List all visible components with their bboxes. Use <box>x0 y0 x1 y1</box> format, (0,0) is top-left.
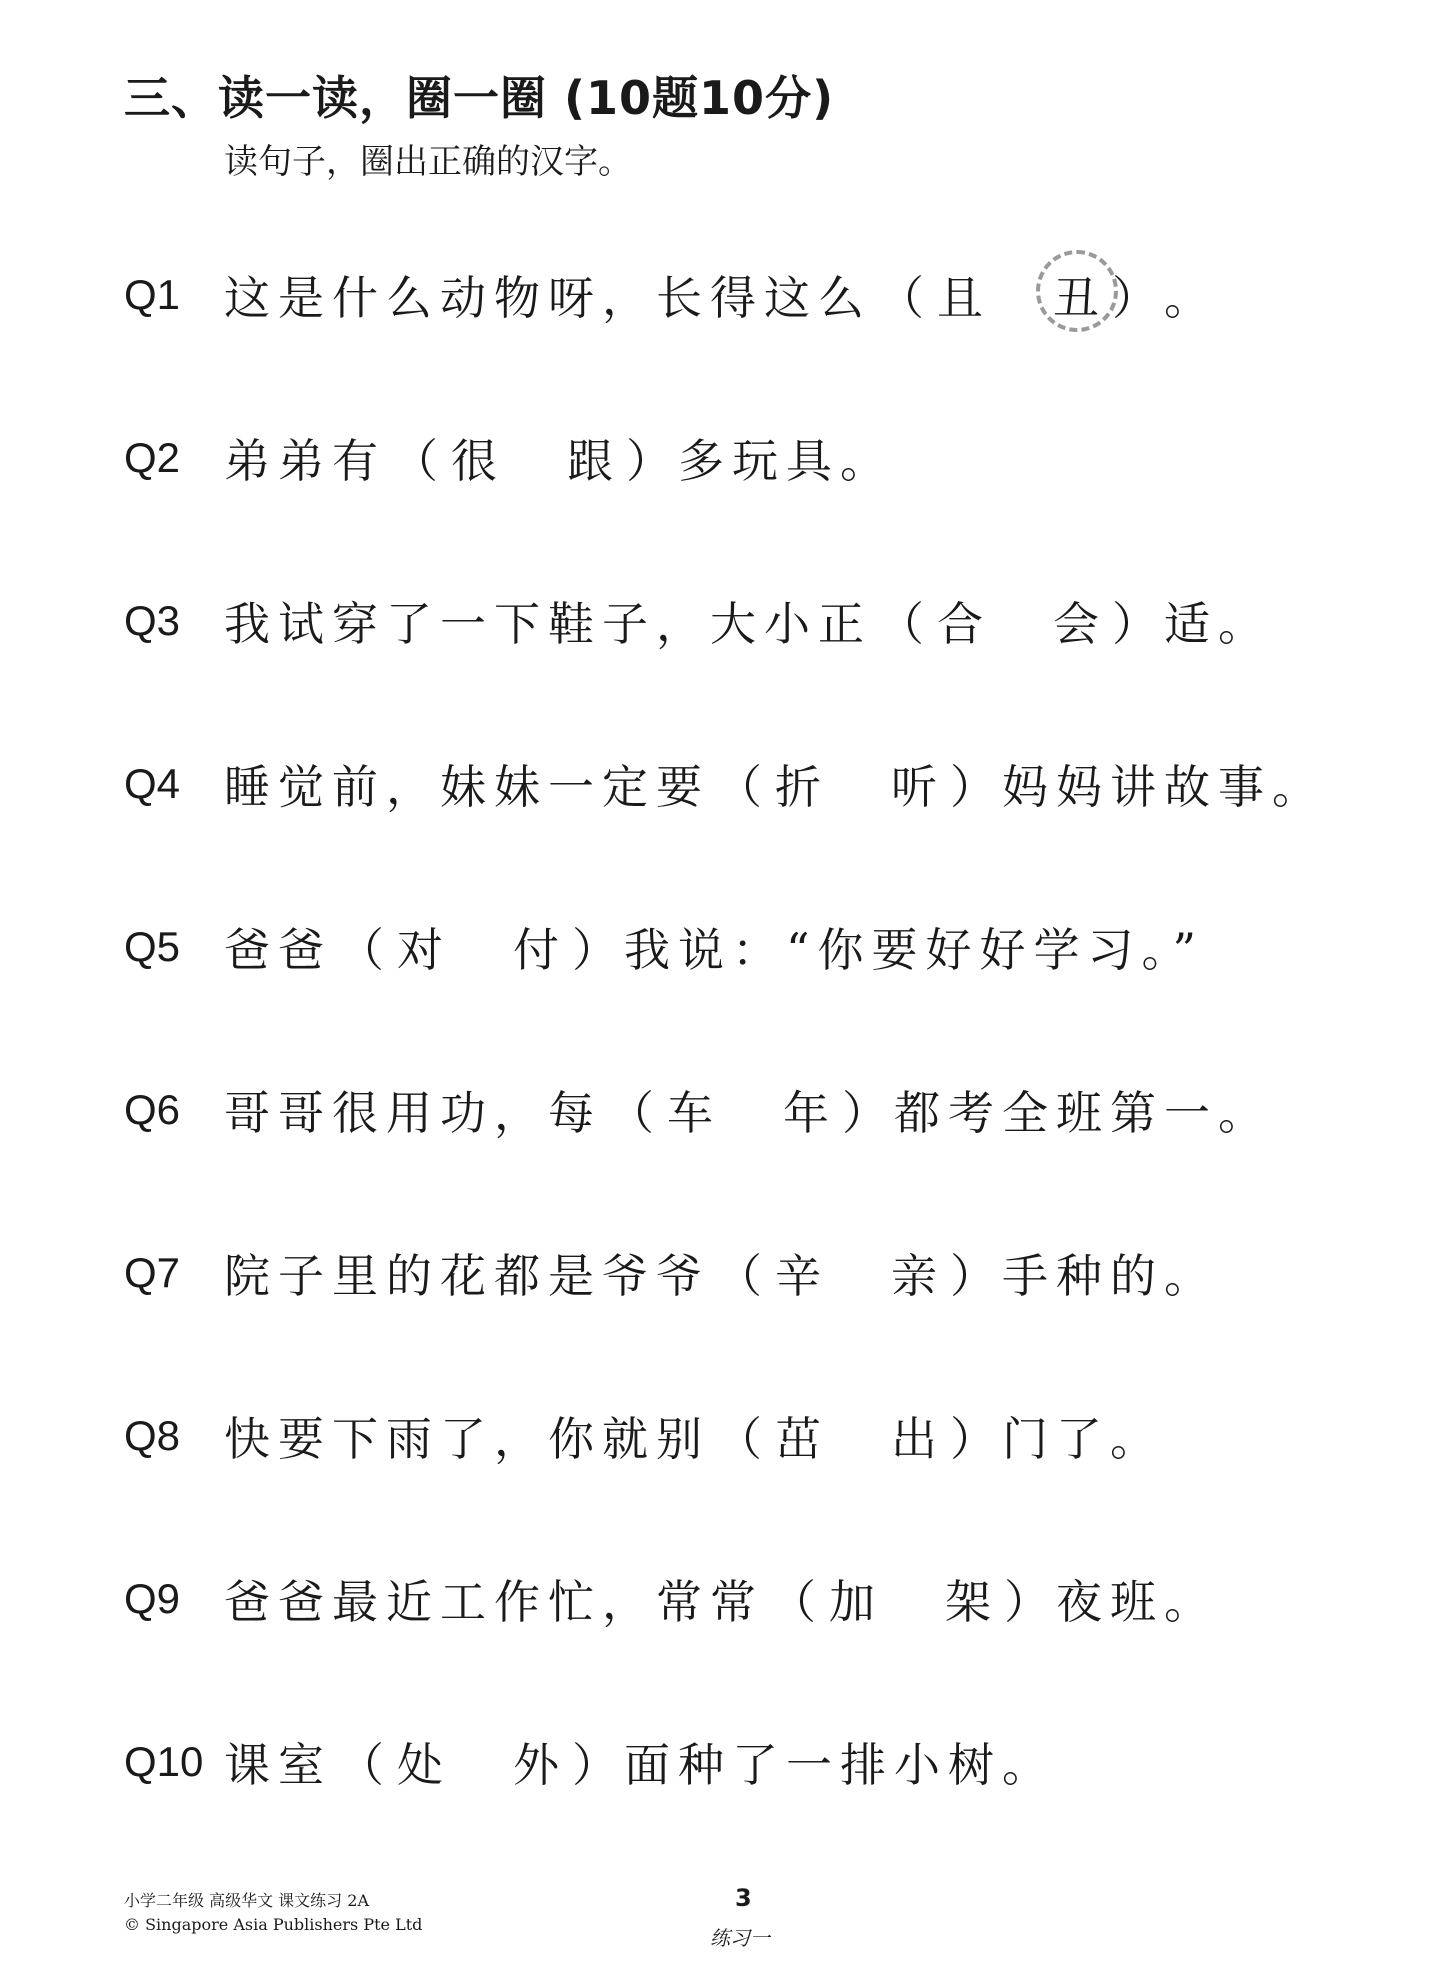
sentence-before: 爸爸最近工作忙，常常 <box>224 1575 764 1629</box>
sentence-after: 都考全班第一。 <box>894 1086 1272 1140</box>
instruction-text: 读句子，圈出正确的汉字。 <box>224 142 632 182</box>
option-1[interactable]: 辛 <box>775 1249 821 1303</box>
question-number: Q8 <box>124 1412 181 1459</box>
question-number: Q2 <box>124 434 181 481</box>
close-paren: ） <box>842 1086 888 1140</box>
option-1[interactable]: 车 <box>667 1086 713 1140</box>
open-paren: （ <box>338 1738 384 1792</box>
option-1[interactable]: 合 <box>937 597 983 651</box>
option-1[interactable]: 茁 <box>775 1412 821 1466</box>
question-number: Q3 <box>124 597 181 644</box>
footer-copyright: © Singapore Asia Publishers Pte Ltd <box>124 1915 423 1934</box>
option-1[interactable]: 且 <box>937 271 983 325</box>
open-paren: （ <box>392 434 438 488</box>
close-paren: ） <box>572 923 618 977</box>
close-paren: ） <box>1004 1575 1050 1629</box>
question-row <box>124 1065 1272 1155</box>
question-number: Q6 <box>124 1086 181 1133</box>
option-2[interactable]: 架 <box>945 1575 991 1629</box>
close-paren: ） <box>1112 597 1158 651</box>
option-2[interactable]: 跟 <box>567 434 613 488</box>
open-paren: （ <box>878 597 924 651</box>
sentence-after: 面种了一排小树。 <box>624 1738 1056 1792</box>
sentence-before: 爸爸 <box>224 923 332 977</box>
question-number: Q10 <box>124 1738 204 1785</box>
option-1[interactable]: 加 <box>829 1575 875 1629</box>
option-1[interactable]: 很 <box>451 434 497 488</box>
option-1[interactable]: 折 <box>775 760 821 814</box>
sentence-before: 睡觉前，妹妹一定要 <box>224 760 710 814</box>
section-heading: 三、读一读，圈一圈 (10题10分) <box>124 71 835 125</box>
sentence-before: 这是什么动物呀，长得这么 <box>224 271 872 325</box>
open-paren: （ <box>338 923 384 977</box>
footer-book-title: 小学二年级 高级华文 课文练习 2A <box>124 1891 369 1910</box>
sentence-after: 妈妈讲故事。 <box>1002 760 1326 814</box>
question-row <box>124 250 1218 340</box>
sentence-after: 多玩具。 <box>678 434 894 488</box>
sentence-after: 夜班。 <box>1056 1575 1218 1629</box>
question-number: Q1 <box>124 271 181 318</box>
sentence-after: 适。 <box>1164 597 1272 651</box>
question-row <box>124 1717 1056 1807</box>
sentence-after: 我说：“你要好好学习。” <box>624 923 1205 977</box>
sentence-after: 。 <box>1164 271 1218 325</box>
question-row <box>124 1391 1164 1481</box>
question-row <box>124 902 1204 992</box>
close-paren: ） <box>950 1412 996 1466</box>
option-2[interactable]: 出 <box>891 1412 937 1466</box>
open-paren: （ <box>770 1575 816 1629</box>
sentence-before: 课室 <box>224 1738 332 1792</box>
question-row <box>124 1554 1218 1644</box>
sentence-after: 门了。 <box>1002 1412 1164 1466</box>
option-2[interactable]: 会 <box>1053 597 1099 651</box>
sentence-before: 弟弟有 <box>224 434 386 488</box>
close-paren: ） <box>572 1738 618 1792</box>
close-paren: ） <box>950 760 996 814</box>
option-1[interactable]: 对 <box>397 923 443 977</box>
option-2[interactable]: 亲 <box>891 1249 937 1303</box>
sentence-after: 手种的。 <box>1002 1249 1218 1303</box>
page-number: 3 <box>735 1884 752 1912</box>
footer-info <box>124 1889 422 1937</box>
question-row <box>124 576 1272 666</box>
sentence-before: 快要下雨了，你就别 <box>224 1412 710 1466</box>
sentence-before: 哥哥很用功，每 <box>224 1086 602 1140</box>
open-paren: （ <box>878 271 924 325</box>
option-2[interactable]: 听 <box>891 760 937 814</box>
open-paren: （ <box>716 1249 762 1303</box>
question-number: Q9 <box>124 1575 181 1622</box>
option-2[interactable]: 丑 <box>1046 262 1106 328</box>
footer-section-label: 练习一 <box>710 1926 770 1950</box>
open-paren: （ <box>716 1412 762 1466</box>
question-number: Q7 <box>124 1249 181 1296</box>
open-paren: （ <box>608 1086 654 1140</box>
question-row <box>124 739 1326 829</box>
close-paren: ） <box>1112 271 1158 325</box>
question-number: Q4 <box>124 760 181 807</box>
close-paren: ） <box>626 434 672 488</box>
open-paren: （ <box>716 760 762 814</box>
sentence-before: 院子里的花都是爷爷 <box>224 1249 710 1303</box>
option-1[interactable]: 处 <box>397 1738 443 1792</box>
option-2[interactable]: 外 <box>513 1738 559 1792</box>
option-2[interactable]: 付 <box>513 923 559 977</box>
question-row <box>124 1228 1218 1318</box>
option-2[interactable]: 年 <box>783 1086 829 1140</box>
sentence-before: 我试穿了一下鞋子，大小正 <box>224 597 872 651</box>
close-paren: ） <box>950 1249 996 1303</box>
question-row <box>124 413 894 503</box>
question-number: Q5 <box>124 923 181 970</box>
